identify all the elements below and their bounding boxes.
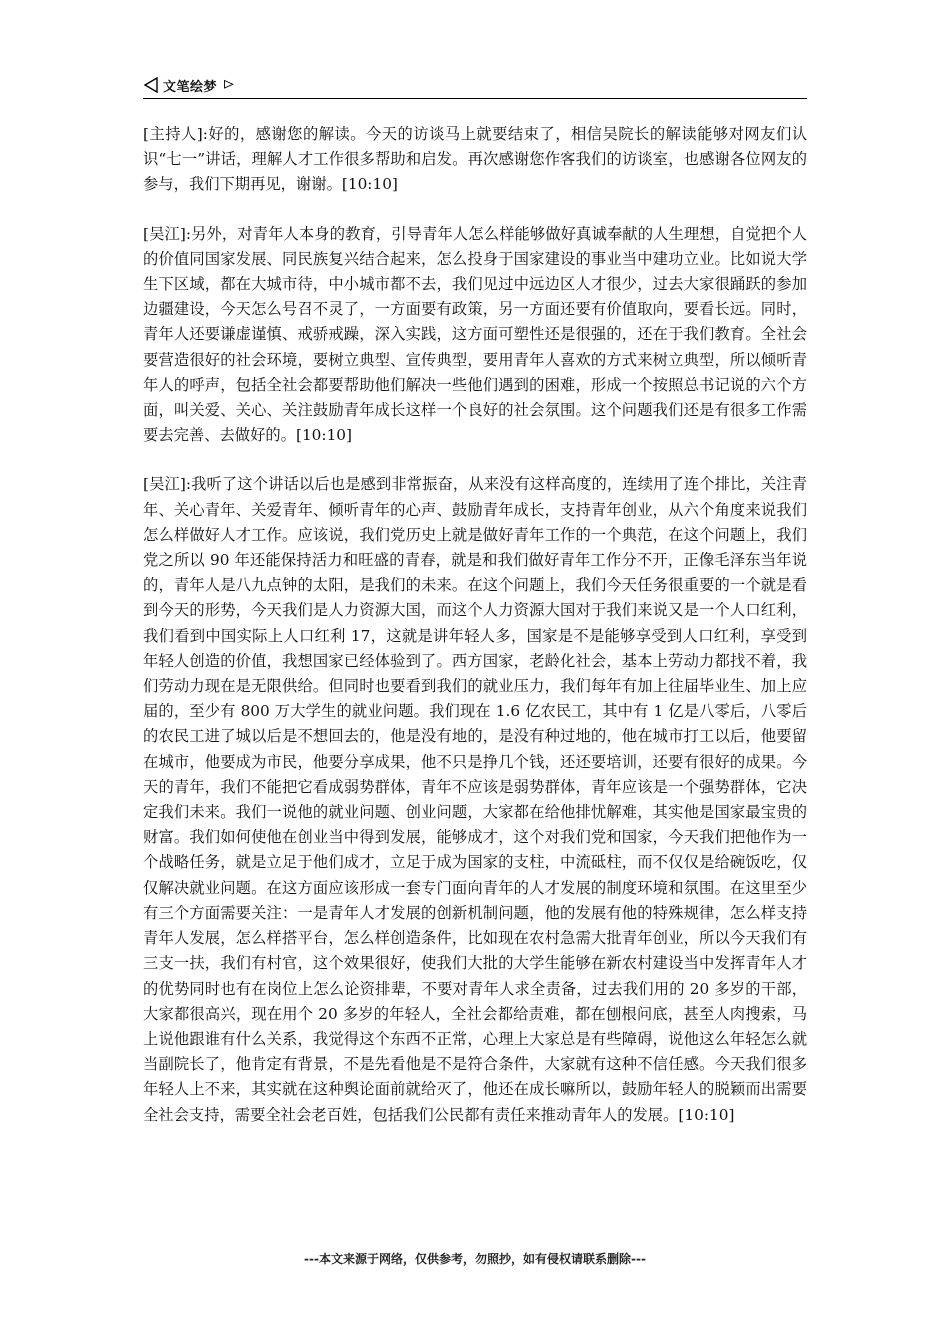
- paragraph-host-closing: [143, 122, 807, 198]
- speaker-label: [吴江]: [143, 224, 186, 243]
- timestamp: [10:10]: [341, 175, 398, 194]
- paragraph-text: :我听了这个讲话以后也是感到非常振奋，从来没有这样高度的，连续用了连个排比，关注青年、关心青年、关爱青年、倾听青年的心声、鼓励青年成长，支持青年创业，从六个角度来说我们怎么样做好人才工作。应该说，我们党历史上就是做好青年工作的一个典范，在这个问题上，我们党之所以 90 年还能保持活力和旺盛的青春，就是和我们做好青年工作分不开，正像毛泽东当年说的，青年人是八九点钟的太阳，是我们的未来。在这个问题上，我们今天任务很重要的一个就是看到今天的形势，今天我们是人力资源大国，而这个人力资源大国对于我们来说又是一个人口红利，我们看到中国实际上人口红利 17，这就是讲年轻人多，国家是不是能够享受到人口红利，享受到年轻人创造的价值，我想国家已经体验到了。西方国家，老龄化社会，基本上劳动力都找不着，我们劳动力现在是无限供给。但同时也要看到我们的就业压力，我们每年有加上往届毕业生、加上应届的，至少有 800 万大学生的就业问题。我们现在 1.6 亿农民工，其中有 1 亿是八零后，八零后的农民工进了城以后是不想回去的，他是没有地的，是没有种过地的，他在城市打工以后，他要留在城市，他要成为市民，他要分享成果，他不只是挣几个钱，还还要培训，还要有很好的成果。今天的青年，我们不能把它看成弱势群体，青年不应该是弱势群体，青年应该是一个强势群体，它决定我们未来。我们一说他的就业问题、创业问题，大家都在给他排忧解难，其实他是国家最宝贵的财富。我们如何使他在创业当中得到发展，能够成才，这个对我们党和国家，今天我们把他作为一个战略任务，就是立足于他们成才，立足于成为国家的支柱，中流砥柱，而不仅仅是给碗饭吃，仅仅解决就业问题。在这方面应该形成一套专门面向青年的人才发展的制度环境和氛围。在这里至少有三个方面需要关注：一是青年人才发展的创新机制问题，他的发展有他的特殊规律，怎么样支持青年人发展，怎么样搭平台，怎么样创造条件，比如现在农村急需大批青年创业，所以今天我们有三支一扶，我们有村官，这个效果很好，使我们大批的大学生能够在新农村建设当中发挥青年人才的优势同时也有在岗位上怎么论资排辈，不要对青年人求全责备，过去我们用的 20 多岁的干部，大家都很高兴，现在用个 20 多岁的年轻人，全社会都给责难，都在刨根问底，甚至人肉搜索，马上说他跟谁有什么关系，我觉得这个东西不正常，心理上大家总是有些障碍，说他这么年轻怎么就当副院长了，他肯定有背景，不是先看他是不是符合条件，大家就有这种不信任感。今天我们很多年轻人上不来，其实就在这种舆论面前就给灭了，他还在成长嘛所以，鼓励年轻人的脱颖而出需要全社会支持，需要全社会老百姓，包括我们公民都有责任来推动青年人的发展。: [143, 475, 808, 1124]
- page-header: [143, 74, 807, 99]
- paragraph-text: :好的，感谢您的解读。今天的访谈马上就要结束了，相信吴院长的解读能够对网友们认识“七一”讲话，理解人才工作很多帮助和启发。再次感谢您作客我们的访谈室，也感谢各位网友的参与，我们下期再见，谢谢。: [143, 125, 808, 194]
- paragraph-text: :另外，对青年人本身的教育，引导青年人怎么样能够做好真诚奉献的人生理想，自觉把个人的价值同国家发展、同民族复兴结合起来，怎么投身于国家建设的事业当中建功立业。比如说大学生下区域，都在大城市待，中小城市都不去，我们见过中远边区人才很少，过去大家很踊跃的参加边疆建设，今天怎么号召不灵了，一方面要有政策，另一方面还要有价值取向，要看长远。同时，青年人还要谦虚谨慎、戒骄戒躁，深入实践，这方面可塑性还是很强的，还在于我们教育。全社会要营造很好的社会环境，要树立典型、宣传典型，要用青年人喜欢的方式来树立典型，所以倾听青年人的呼声，包括全社会都要帮助他们解决一些他们遇到的困难，形成一个按照总书记说的六个方面，叫关爱、关心、关注鼓励青年成长这样一个良好的社会氛围。这个问题我们还是有很多工作需要去完善、去做好的。: [143, 224, 808, 445]
- paragraph-wujiang-education: [143, 222, 807, 449]
- triangle-right-icon: [223, 79, 235, 91]
- timestamp: [10:10]: [678, 1105, 735, 1124]
- brand: [143, 76, 235, 94]
- speaker-label: [主持人]: [143, 125, 203, 143]
- article-body: [143, 122, 807, 1152]
- timestamp: [10:10]: [295, 426, 353, 445]
- brand-label: 文笔绘梦: [163, 79, 218, 95]
- triangle-left-icon: [143, 77, 159, 93]
- paragraph-wujiang-speech: [143, 472, 807, 1127]
- speaker-label: [吴江]: [143, 475, 186, 494]
- footer-disclaimer: ---本文来源于网络，仅供参考，勿照抄，如有侵权请联系删除---: [304, 1252, 646, 1266]
